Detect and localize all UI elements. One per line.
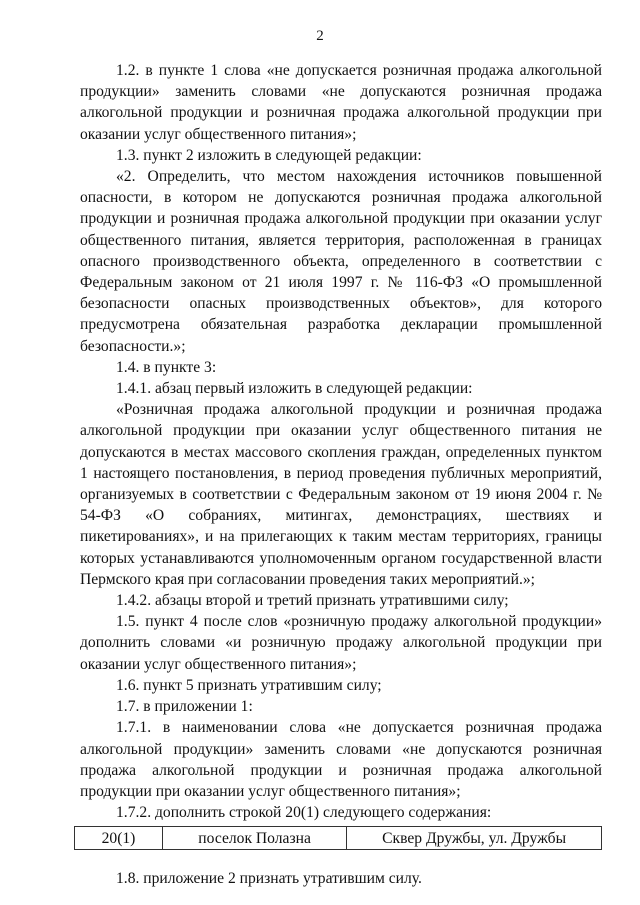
amendment-table (74, 826, 602, 850)
paragraph-1-4-2: 1.4.2. абзацы второй и третий признать утратившими силу; (116, 592, 509, 610)
paragraph-1-7-2: 1.7.2. дополнить строкой 20(1) следующего содержания: (116, 804, 492, 822)
paragraph-1-3: 1.3. пункт 2 изложить в следующей редакции: (116, 146, 422, 164)
paragraph-1-7-1: 1.7.1. в наименовании слова «не допускается розничная продажа алкогольной продукции» заменить словами «не допускаются розничная продажа алкогольной продукции и розничная продажа алкогольной продукции при оказании услуг общественного питания»; (80, 719, 602, 800)
paragraph-1-5: 1.5. пункт 4 после слов «розничную продажу алкогольной продукции» дополнить словами «и розничную продажу алкогольной продукции при оказании услуг общественного питания»; (80, 613, 602, 673)
page-number: 2 (316, 28, 324, 44)
table-cell-number: 20(1) (75, 827, 163, 850)
paragraph-1-4-1: 1.4.1. абзац первый изложить в следующей редакции: (116, 380, 473, 398)
quoted-paragraph-retail: «Розничная продажа алкогольной продукции и розничная продажа алкогольной продукции при оказании услуг общественного питания не допускаются в местах массового скопления граждан, определенных пунктом 1 настоящего постановления, в период проведения публичных мероприятий, организуемых в соответствии с Федеральным законом от 19 июня 2004 г. № 54-ФЗ «О собраниях, митингах, демонстрациях, шествиях и пикетированиях», и на прилегающих к таким местам территориях, границы которых устанавливаются уполномоченным органом государственной власти Пермского края при согласовании проведения таких мероприятий.»; (80, 401, 602, 588)
paragraph-1-8: 1.8. приложение 2 признать утратившим силу. (116, 870, 422, 888)
paragraph-1-6: 1.6. пункт 5 признать утратившим силу; (116, 676, 382, 694)
table-cell-settlement: поселок Полазна (162, 827, 346, 850)
paragraph-1-4: 1.4. в пункте 3: (116, 358, 217, 376)
paragraph-1-7: 1.7. в приложении 1: (116, 698, 253, 716)
quoted-paragraph-2: «2. Определить, что местом нахождения источников повышенной опасности, в котором не допускаются розничная продажа алкогольной продукции и розничная продажа алкогольной продукции при оказании услуг общественного питания, является территория, расположенная в границах опасного производственного объекта, определенного в соответствии с Федеральным законом от 21 июля 1997 г. № 116-ФЗ «О промышленной безопасности опасных производственных объектов», для которого предусмотрена обязательная разработка декларации промышленной безопасности.»; (80, 168, 602, 355)
table-cell-location: Сквер Дружбы, ул. Дружбы (347, 827, 602, 850)
paragraph-1-2: 1.2. в пункте 1 слова «не допускается розничная продажа алкогольной продукции» заменить словами «не допускаются розничная продажа алкогольной продукции и розничная продажа алкогольной продукции при оказании услуг общественного питания»; (80, 62, 602, 143)
document-body (80, 60, 602, 890)
table-row (75, 827, 602, 850)
